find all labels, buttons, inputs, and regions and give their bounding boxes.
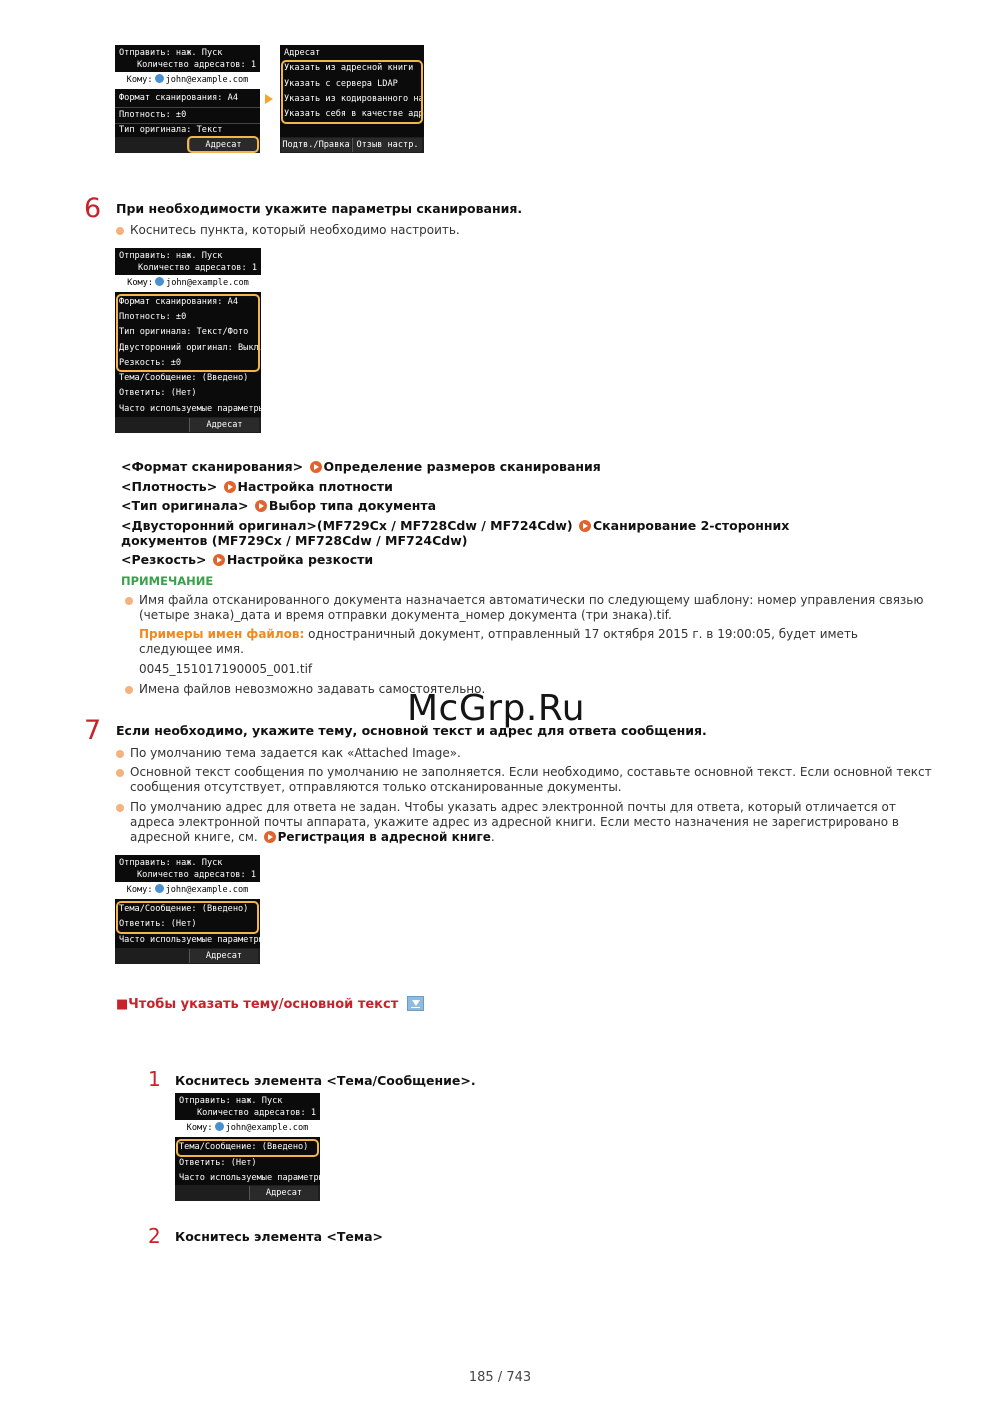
bullet-item: По умолчанию тема задается как «Attached Image». <box>116 746 946 761</box>
subsection-title-text: ■Чтобы указать тему/основной текст <box>116 997 399 1012</box>
page-number: 185 / 743 <box>468 1370 532 1385</box>
step-number: 7 <box>84 715 102 746</box>
bullet-item: Коснитесь пункта, который необходимо настроить. <box>116 223 946 238</box>
to-value: john@example.com <box>165 75 249 85</box>
globe-icon <box>215 1122 224 1131</box>
sharpness-row[interactable]: Резкость: ±0 <box>119 358 182 368</box>
to-value: john@example.com <box>165 885 249 895</box>
link-arrow-icon <box>579 520 591 532</box>
filename-sample: 0045_151017190005_001.tif <box>139 662 313 676</box>
screen-line: Отправить: наж. Пуск <box>119 858 223 868</box>
density-row[interactable]: Плотность: ±0 <box>119 110 187 120</box>
note-text: (четыре знака)_дата и время отправки документа_номер документа (три знака).tif. <box>139 608 672 622</box>
to-value: john@example.com <box>166 278 249 288</box>
to-label: Кому: <box>126 885 153 895</box>
original-type-row[interactable]: Тип оригинала: Текст/Фото <box>119 327 249 337</box>
example-text: одностраничный документ, отправленный 17 октября 2015 г. в 19:00:05, будет иметь <box>304 627 859 641</box>
original-type-row[interactable]: Тип оригинала: Текст <box>119 125 223 135</box>
link-arrow-icon <box>213 554 225 566</box>
link-label: <Формат сканирования> <box>121 459 304 474</box>
screen-subject-settings <box>115 855 270 964</box>
note-text: Имя файла отсканированного документа назначается автоматически по следующему шаблону: номер управления связью <box>139 593 924 607</box>
note-heading: ПРИМЕЧАНИЕ <box>121 574 214 588</box>
substep-title: Коснитесь элемента <Тема> <box>175 1229 384 1244</box>
link-arrow-icon <box>310 461 322 473</box>
to-field[interactable] <box>115 275 261 292</box>
recall-settings-button[interactable]: Отзыв настр. <box>352 138 422 152</box>
step-number: 6 <box>84 193 102 224</box>
screen-line: Количество адресатов: 1 <box>137 60 256 70</box>
screen-scan-settings <box>115 248 270 433</box>
example-text: следующее имя. <box>139 642 244 656</box>
favorites-row[interactable]: Часто используемые параметры: <box>119 404 270 414</box>
link-line <box>121 498 436 513</box>
link-arrow-icon <box>224 481 236 493</box>
globe-icon <box>155 277 164 286</box>
screen-send-main <box>115 45 260 153</box>
link-label: <Резкость> <box>121 552 207 567</box>
filename-example <box>139 627 939 657</box>
subject-message-row[interactable]: Тема/Сообщение: (Введено) <box>179 1142 309 1152</box>
destination-button[interactable]: Адресат <box>249 1186 318 1200</box>
link-target[interactable]: Выбор типа документа <box>268 498 437 513</box>
destination-button[interactable]: Адресат <box>189 949 258 963</box>
substep-number: 1 <box>148 1067 161 1091</box>
to-label: Кому: <box>186 1123 213 1133</box>
menu-item[interactable]: Указать из адресной книги <box>284 63 414 73</box>
substep-number: 2 <box>148 1224 161 1248</box>
menu-item[interactable]: Указать из кодированного набор <box>284 94 440 104</box>
confirm-edit-button[interactable]: Подтв./Правка <box>282 140 350 150</box>
to-label: Кому: <box>127 278 154 288</box>
destination-button[interactable]: Адресат <box>189 138 257 152</box>
reply-to-row[interactable]: Ответить: (Нет) <box>179 1158 257 1168</box>
screen-subject-touch <box>175 1093 330 1201</box>
highlight-frame <box>116 294 264 372</box>
screen-line: Количество адресатов: 1 <box>138 263 257 273</box>
bullet-text: сообщения отсутствует, отправляются только отсканированные документы. <box>130 780 622 794</box>
to-field[interactable] <box>115 72 260 89</box>
link-target[interactable]: Определение размеров сканирования <box>323 459 601 474</box>
bullet-text: По умолчанию адрес для ответа не задан. Чтобы указать адрес электронной почты для ответа, который отличается от <box>130 800 896 814</box>
link-target[interactable]: Настройка плотности <box>237 479 393 494</box>
globe-icon <box>155 74 164 83</box>
scan-format-row[interactable]: Формат сканирования: A4 <box>119 297 238 307</box>
highlight-frame <box>281 60 440 124</box>
favorites-row[interactable]: Часто используемые параметры: <box>179 1173 330 1183</box>
screen-line: Количество адресатов: 1 <box>197 1108 316 1118</box>
screen-line: Количество адресатов: 1 <box>137 870 256 880</box>
note-bullet: Имена файлов невозможно задавать самостоятельно. <box>125 682 945 697</box>
highlight-frame <box>187 136 259 153</box>
menu-title: Адресат <box>284 48 321 58</box>
reply-to-row[interactable]: Ответить: (Нет) <box>119 388 197 398</box>
screen-destination-menu <box>280 45 440 153</box>
globe-icon <box>155 884 164 893</box>
highlight-frame <box>176 1139 319 1157</box>
link-line <box>121 518 789 533</box>
to-label: Кому: <box>126 75 153 85</box>
watermark-text: McGrp.Ru <box>407 688 586 729</box>
menu-item[interactable]: Указать с сервера LDAP <box>284 79 398 89</box>
duplex-row[interactable]: Двусторонний оригинал: Выкл. <box>119 343 264 353</box>
link-label: <Двусторонний оригинал>(MF729Cx / MF728Cdw / MF724Cdw) <box>121 518 573 533</box>
link-target[interactable]: Сканирование 2-сторонних <box>592 518 790 533</box>
subject-message-row[interactable]: Тема/Сообщение: (Введено) <box>119 904 249 914</box>
bullet-text: адресной книге, см. <box>130 830 258 844</box>
screen-line: Отправить: наж. Пуск <box>179 1096 283 1106</box>
menu-item[interactable]: Указать себя в качестве адреса <box>284 109 440 119</box>
step-title: Если необходимо, укажите тему, основной текст и адрес для ответа сообщения. <box>116 723 707 738</box>
favorites-row[interactable]: Часто используемые параметры: <box>119 935 270 945</box>
subject-message-row[interactable]: Тема/Сообщение: (Введено) <box>119 373 249 383</box>
to-value: john@example.com <box>225 1123 309 1133</box>
arrow-right-icon <box>265 94 273 104</box>
link-label: <Плотность> <box>121 479 218 494</box>
bullet-item <box>116 800 946 845</box>
link-target[interactable]: Настройка резкости <box>226 552 374 567</box>
link-line <box>121 479 393 494</box>
note-bullet <box>125 593 945 623</box>
link-arrow-icon <box>255 500 267 512</box>
reply-to-row[interactable]: Ответить: (Нет) <box>119 919 197 929</box>
subsection-title[interactable] <box>116 996 424 1012</box>
bullet-text: Основной текст сообщения по умолчанию не заполняется. Если необходимо, составьте основной текст. Если основной текст <box>130 765 932 779</box>
to-field[interactable] <box>175 1120 320 1137</box>
address-book-link[interactable]: Регистрация в адресной книге <box>277 830 491 844</box>
link-arrow-icon <box>264 831 276 843</box>
link-line <box>121 459 601 474</box>
link-line-continued[interactable]: документов (MF729Cx / MF728Cdw / MF724Cdw) <box>121 533 468 548</box>
substep-title: Коснитесь элемента <Тема/Сообщение>. <box>175 1073 476 1088</box>
destination-button[interactable]: Адресат <box>189 418 259 432</box>
bullet-text: адреса электронной почты аппарата, укажите адрес из адресной книги. Если место назначения не зарегистрировано в <box>130 815 899 829</box>
bullet-text: . <box>490 830 495 844</box>
link-label: <Тип оригинала> <box>121 498 249 513</box>
to-field[interactable] <box>115 882 260 899</box>
bullet-item <box>116 765 946 795</box>
step-title: При необходимости укажите параметры сканирования. <box>116 201 523 216</box>
link-line <box>121 552 373 567</box>
expand-icon[interactable] <box>407 996 424 1011</box>
highlight-frame <box>116 901 259 934</box>
example-label: Примеры имен файлов: <box>139 627 305 641</box>
screen-line: Отправить: наж. Пуск <box>119 48 223 58</box>
screen-line: Отправить: наж. Пуск <box>119 251 223 261</box>
density-row[interactable]: Плотность: ±0 <box>119 312 187 322</box>
scan-format-row[interactable]: Формат сканирования: A4 <box>119 93 238 103</box>
